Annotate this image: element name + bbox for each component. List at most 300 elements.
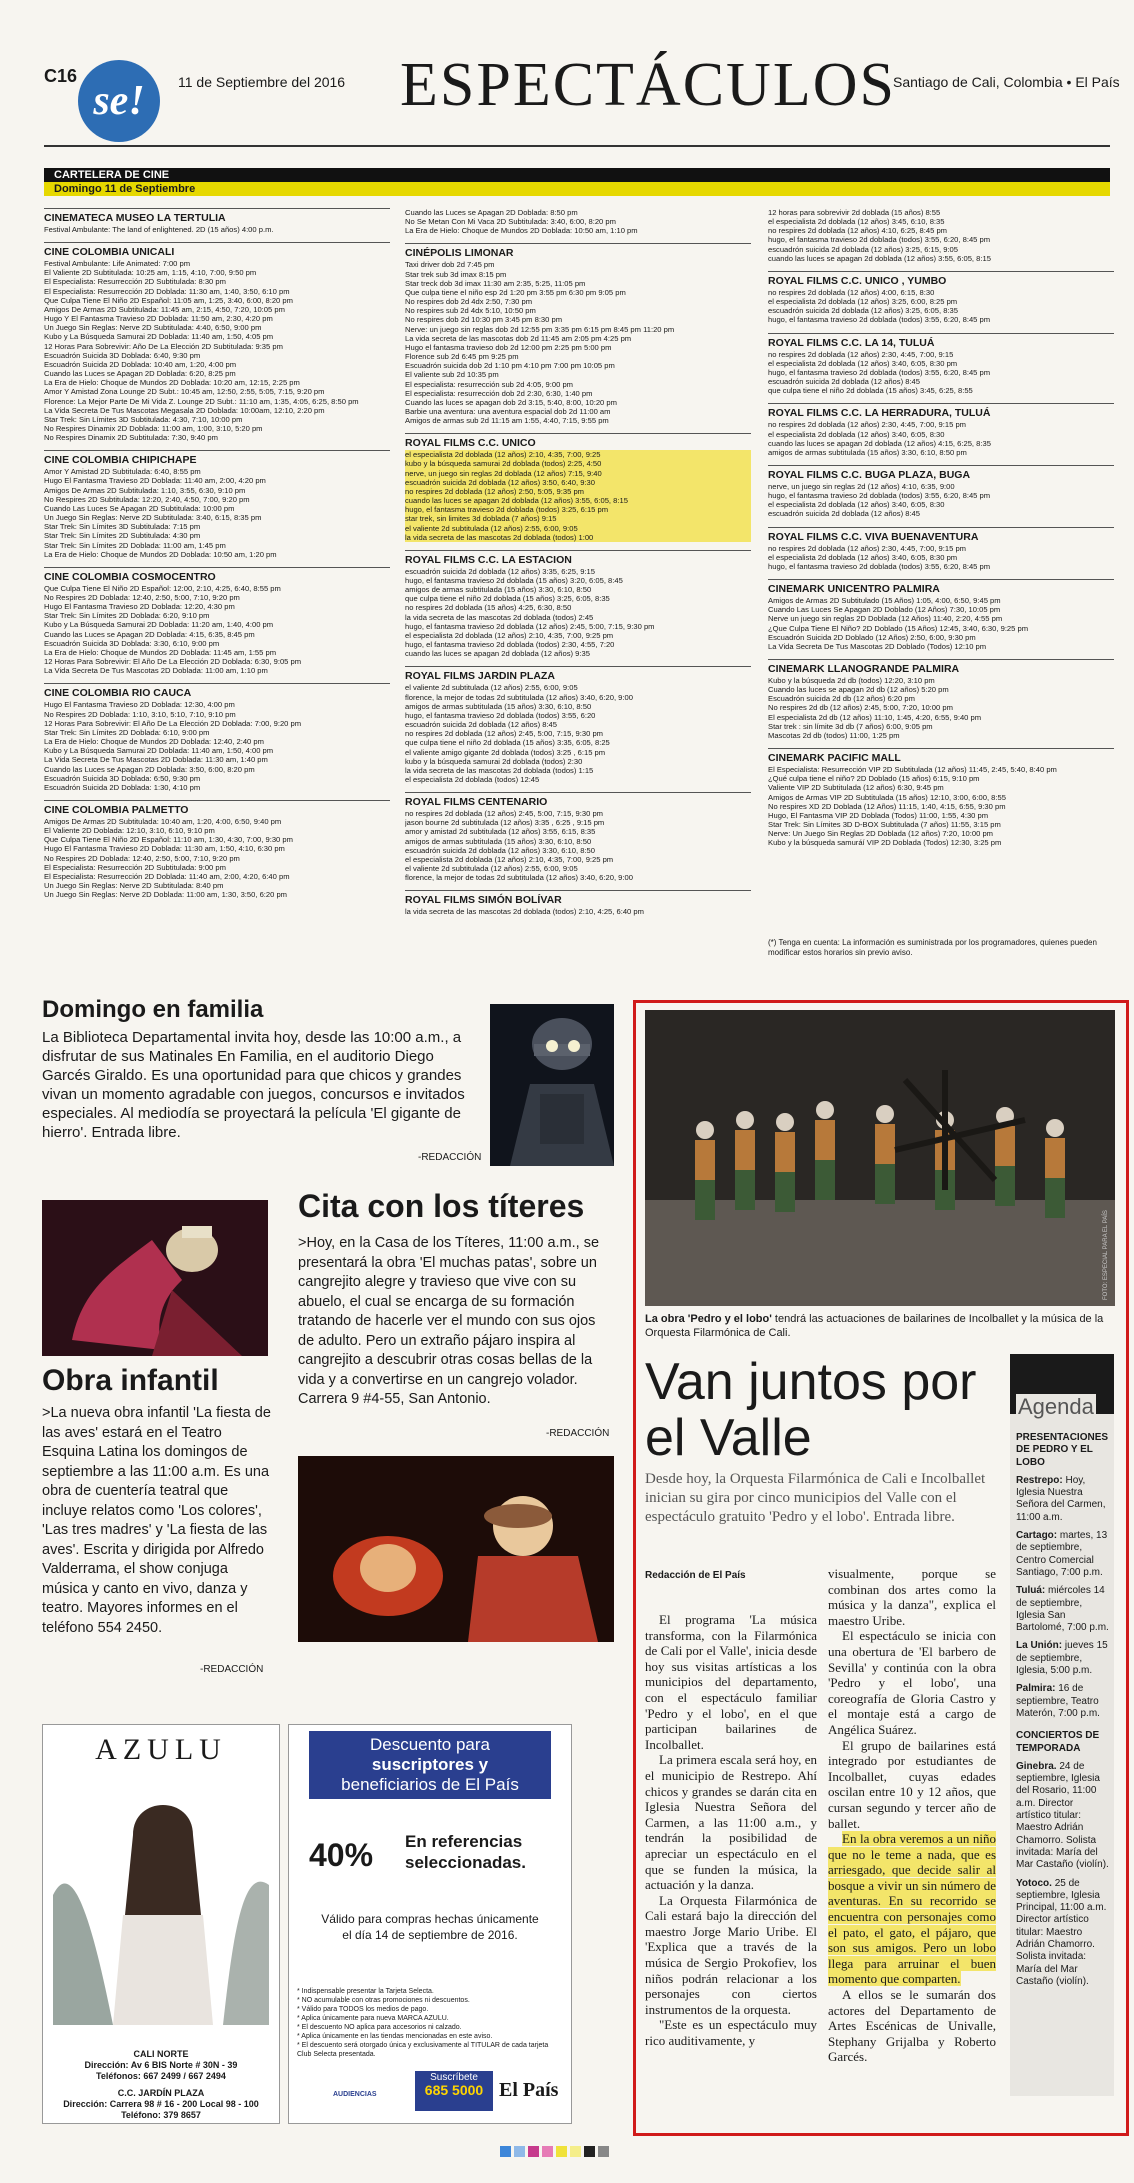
cinema-name: CINEMARK LLANOGRANDE PALMIRA [768, 663, 960, 675]
photo-credit: FOTO: ESPECIAL PARA EL PAÍS [1103, 1210, 1109, 1300]
pedro-y-el-lobo-photo [645, 1010, 1115, 1306]
showtime-line: kubo y la búsqueda samurai 2d doblada (todos) 2:25, 4:50 [405, 459, 751, 468]
showtime-line: No respires 2d db (12 años) 2:45, 5:00, 7:20, 10:00 pm [768, 703, 953, 713]
cinema-name: ROYAL FILMS C.C. BUGA PLAZA, BUGA [768, 468, 971, 481]
cita-title: Cita con los títeres [298, 1188, 585, 1224]
showtime-line: El Especialista: Resurrección 2D Subtitulada: 9:00 pm [44, 862, 226, 872]
showtime-line: no respires 2d doblada (12 años) 2:30, 4:45, 7:00, 9:15 [768, 349, 954, 359]
agenda-item [1016, 1878, 1110, 1989]
cinema-name: ROYAL FILMS C.C. LA 14, TULUÁ [768, 336, 935, 349]
showtime-line: No respires dob 2d 10:30 pm 3:45 pm 8:30 pm [405, 315, 563, 325]
cinema-listing [768, 208, 1114, 263]
showtime-line: La Vida Secreta De Tus Mascotas 2D Doblado (Todos) 12:10 pm [768, 641, 987, 651]
showtime-line: el especialista 2d doblada (12 años) 3:25, 6:00, 8:25 pm [768, 297, 958, 307]
showtime-line: No Respires Dinamix 2D Subtitulada: 7:30, 9:40 pm [44, 433, 218, 443]
showtime-line: Escuadrón Suicida 3D Doblada: 3:30, 6:10, 9:00 pm [44, 638, 220, 648]
showtime-line: Kubo y La Búsqueda Samurai 2D Doblada: 11:40 am, 1:50, 4:00 pm [44, 746, 274, 756]
showtime-line: amigos de armas subtitulada (15 años) 3:30, 6:10, 8:50 pm [768, 447, 967, 457]
showtime-line: cuando las luces se apagan 2d doblada (12 años) 4:15, 6:25, 8:35 [768, 438, 991, 448]
agenda-detail: jueves 15 de septiembre, Iglesia, 5:00 p.m. [1016, 1640, 1108, 1677]
col1-paragraph: La Orquesta Filarmónica de Cali estará bajo la dirección del maestro Jorge Mario Uribe. El 'Explica que a través de la música de Sergio Prokofiev, los niños podrán relacionar a los personajes con ciertos instrumentos de la orquesta. [645, 1892, 817, 2017]
showtime-line: Escuadrón Suicida 2D Doblada: 10:40 am, 1:20, 4:00 pm [44, 359, 237, 369]
agenda-item [1016, 1475, 1110, 1524]
showtime-line: Nerve: Un Juego Sin Reglas 2D Doblada (12 años) 7:20, 10:00 pm [768, 829, 993, 839]
showtime-line: el especialista 2d doblada (12 años) 3:40, 6:05, 8:30 [768, 429, 945, 439]
fine-print-line: * Válido para TODOS los medios de pago. [297, 2006, 429, 2013]
agenda-place: Palmira: [1016, 1683, 1056, 1695]
showtime-line: no respires 2d doblada (15 años) 4:25, 6:30, 8:50 [405, 603, 572, 613]
showtime-line: El Especialista: Resurrección 2D Doblada: 11:30 am, 1:40, 3:50, 6:10 pm [44, 286, 290, 296]
col1-paragraph: El programa 'La música transforma, con la Filarmónica de Cali por el Valle', inicia desde hoy sus visitas artísticas a los municipios del departamento, con el espectáculo familiar 'Pedro y el lobo', en el que participan bailarines de Incolballet. [645, 1612, 817, 1752]
showtime-line: Un Juego Sin Reglas: Nerve 2D Subtitulada: 4:40, 6:50, 9:00 pm [44, 323, 262, 333]
azulu-model-photo [53, 1775, 269, 2025]
cinema-listing [405, 243, 751, 425]
showtime-line: Florence sub 2d 6:45 pm 9:25 pm [405, 352, 519, 362]
cita-credit: -REDACCIÓN [546, 1428, 610, 1439]
obra-infantil-photo [42, 1200, 268, 1356]
cinema-name: CINE COLOMBIA UNICALI [44, 246, 175, 259]
showtime-line: Que Culpa Tiene El Niño 2D Español: 11:10 am, 1:30, 4:30, 7:00, 9:30 pm [44, 835, 293, 845]
showtime-line: El especialista: resurrección sub 2d 4:05, 9:00 pm [405, 379, 573, 389]
showtime-line: nerve, un juego sin reglas 2d doblada (12 años) 7:15, 9:40 [405, 469, 751, 478]
azulu-address1: Dirección: Av 6 BIS Norte # 30N - 39 [84, 2060, 238, 2070]
cinema-name: ROYAL FILMS C.C. LA ESTACION [405, 553, 572, 566]
col2-paragraph-3: El grupo de bailarines está integrado por estudiantes de Incolballet, cuyas edades oscilan entre 10 y 12 años, que cursan segundo y tercer año de ballet. [828, 1737, 996, 1831]
showtime-line: No respires XD 2D Doblada (12 Años) 11:15, 1:40, 4:15, 6:55, 9:30 pm [768, 801, 1006, 811]
showtime-line: Escuadrón Suicida 3D Doblada: 6:40, 9:30 pm [44, 350, 201, 360]
color-registration-marks [500, 2142, 612, 2154]
agenda-place: Restrepo: [1016, 1474, 1063, 1486]
showtime-line: Un Juego Sin Reglas: Nerve 2D Subtitulada: 8:40 pm [44, 881, 224, 891]
feature-title: Van juntos por el Valle [645, 1353, 977, 1467]
showtime-line: Que Culpa Tiene El Niño 2D Español: 12:00, 2:10, 4:25, 6:40, 8:55 pm [44, 583, 281, 593]
cinema-name: ROYAL FILMS C.C. LA HERRADURA, TULUÁ [768, 407, 991, 420]
showtime-line: no respires 2d doblada (12 años) 2:30, 4:45, 7:00, 9:15 pm [768, 543, 966, 553]
cinema-listing [768, 271, 1114, 325]
agenda-title: Agenda [1018, 1394, 1094, 1419]
showtime-line: ¿Qué culpa tiene el niño? 2D Doblado (15 años) 6:15, 9:10 pm [768, 774, 980, 784]
cinema-listing [405, 890, 751, 916]
showtime-line: Que culpa tiene el niño esp 2d 1:20 pm 3:55 pm 6:30 pm 9:05 pm [405, 287, 626, 297]
showtime-line: el especialista 2d doblada (12 años) 3:40, 6:05, 8:30 [768, 500, 945, 510]
showtime-line: El Valiente 2D Doblada: 12:10, 3:10, 6:10, 9:10 pm [44, 826, 215, 836]
agenda-box [1010, 1354, 1114, 2096]
showtime-line: el especialista 2d doblada (12 años) 2:10, 4:35, 7:00, 9:25 [405, 450, 751, 459]
azulu-phone1: Teléfonos: 667 2499 / 667 2494 [96, 2071, 226, 2081]
showtime-line: Nerve un juego sin reglas 2D Doblada (12 Años) 11:40, 2:20, 4:55 pm [768, 614, 1003, 624]
cinema-listing [405, 550, 751, 659]
color-swatch [570, 2146, 581, 2157]
cartelera-note: (*) Tenga en cuenta: La información es suministrada por los programadores, quienes pueden modificar estos horarios sin previo aviso. [768, 938, 1097, 957]
showtime-line: La Era de Hielo: Choque de Mundos 2D Doblada: 12:40, 2:40 pm [44, 737, 264, 747]
showtime-line: nerve, un juego sin reglas 2d (12 años) 4:10, 6:35, 9:00 [768, 481, 955, 491]
showtime-line: el especialista 2d doblada (12 años) 2:10, 4:35, 7:00, 9:25 pm [405, 630, 614, 640]
azulu-store1: CALI NORTE [133, 2049, 189, 2059]
showtime-line: La Vida Secreta De Tus Mascotas 2D Doblada: 11:30 am, 1:40 pm [44, 755, 268, 765]
showtime-line: Barbie una aventura: una aventura espacial dob 2d 11:00 am [405, 406, 611, 416]
showtime-line: Escuadrón Suicida 3D Doblada: 6:50, 9:30 pm [44, 773, 201, 783]
cinema-name: ROYAL FILMS C.C. VIVA BUENAVENTURA [768, 530, 979, 543]
showtime-line: No respires sub 2d 4dx 5:10, 10:50 pm [405, 306, 536, 316]
showtime-line: El Valiente 2D Subtitulada: 10:25 am, 1:15, 4:10, 7:00, 9:50 pm [44, 268, 257, 278]
promo-line3: beneficiarios de El País [341, 1775, 519, 1794]
showtime-line: Escuadrón Suicida 2D Doblado (12 Años) 2:50, 6:00, 9:30 pm [768, 632, 976, 642]
agenda-place: Tuluá: [1016, 1585, 1046, 1597]
showtime-line: Kubo y La Búsqueda Samurai 2D Doblada: 11:20 am, 1:40, 4:00 pm [44, 620, 274, 630]
promo-percent: 40% [309, 1837, 374, 1873]
col2-paragraph-5: A ellos se le sumarán dos actores del Departamento de Artes Escénicas de Univalle, Stephany Grijalba y Roberto Garcés. [828, 1987, 996, 2065]
showtime-line: la vida secreta de las mascotas 2d doblada (todos) 2:45 [405, 612, 594, 622]
showtime-line: No Respires 2D Doblada: 1:10, 3:10, 5:10, 7:10, 9:10 pm [44, 709, 236, 719]
showtime-line: escuadrón suicida 2d doblada (12 años) 3:30, 6:10, 8:50 [405, 845, 595, 855]
agenda-detail: 25 de septiembre, Iglesia Principal, 11:00 a.m. Director artístico titular: Maestro Adrián Chamorro. Solista invitada: María del Mar Castaño (violín). [1016, 1877, 1107, 1987]
feature-column-1 [645, 1612, 817, 2049]
showtime-line: Hugo Y El Fantasma Travieso 2D Doblada: 11:50 am, 2:30, 4:20 pm [44, 314, 273, 324]
fine-print-line: * El descuento será otorgado única y exclusivamente al TITULAR de cada tarjeta Club Selecta presentada. [297, 2042, 549, 2058]
agenda-heading-2: CONCIERTOS DE TEMPORADA [1016, 1730, 1100, 1754]
col2-highlighted-paragraph: En la obra veremos a un niño que no le teme a nada, que es arriesgado, que decide salir al bosque a vivir un sin número de aventuras. En su recorrido se encuentra con personajes como el pato, el gato, el pájaro, que son sus amigos. Pero un lobo llega para arruinar el buen momento que comparten. [828, 1831, 996, 1987]
showtime-line: Escuadrón Suicida 2D Doblada: 1:30, 4:10 pm [44, 782, 201, 792]
showtime-line: escuadrón suicida 2d doblada (12 años) 8:45 [768, 509, 920, 519]
obra-title: Obra infantil [42, 1364, 219, 1397]
showtime-line: Amor Y Amistad Zona Lounge 2D Subt.: 10:45 am, 12:50, 2:55, 5:05, 7:15, 9:20 pm [44, 387, 325, 397]
agenda-place: Ginebra. [1016, 1760, 1057, 1772]
fine-print-line: * Aplica únicamente en las tiendas mencionadas en este aviso. [297, 2033, 493, 2040]
showtime-line: amigos de armas subtitulada (15 años) 3:30, 6:10, 8:50 [405, 836, 592, 846]
domingo-title: Domingo en familia [42, 996, 264, 1023]
showtime-line: hugo, el fantasma travieso 2d doblada (12 años) 2:45, 5:00, 7:15, 9:30 pm [405, 621, 655, 631]
showtime-line: Amigos De Armas 2D Subtitulada: 1:10, 3:55, 6:30, 9:10 pm [44, 485, 246, 495]
cinema-listing [44, 800, 390, 899]
showtime-line: La Era de Hielo: Choque de Mundos 2D Doblada: 10:50 am, 1:20 pm [44, 549, 277, 559]
cinema-listing [405, 208, 751, 235]
color-swatch [514, 2146, 525, 2157]
showtime-line: Nerve: un juego sin reglas dob 2d 12:55 pm 3:35 pm 6:15 pm 8:45 pm 11:20 pm [405, 324, 675, 334]
showtime-line: La Vida Secreta De Tus Mascotas Megasala 2D Doblada: 10:00am, 12:10, 2:20 pm [44, 405, 325, 415]
cinema-listing [768, 659, 1114, 740]
showtime-line: kubo y la búsqueda samurai 2d doblada (todos) 2:30 [405, 756, 583, 766]
azulu-phone2: Teléfono: 379 8657 [121, 2110, 201, 2120]
showtime-line: hugo, el fantasma travieso 2d doblada (todos) 3:55, 6:20, 8:45 pm [768, 561, 991, 571]
showtime-line: escuadrón suicida 2d doblada (12 años) 8:45 [768, 377, 920, 387]
showtime-line: el valiente 2d subtitulada (12 años) 2:55, 6:00, 9:05 [405, 864, 578, 874]
showtime-line: hugo, el fantasma travieso 2d doblada (todos) 3:25, 6:15 pm [405, 505, 751, 514]
showtime-line: Escuadrón suicida 2d db (12 años) 6:20 pm [768, 694, 915, 704]
cinema-listing [768, 748, 1114, 847]
showtime-line: Un Juego Sin Reglas: Nerve 2D Subtitulada: 3:40, 6:15, 8:35 pm [44, 513, 262, 523]
showtime-line: Cuando las Luces se Apagan 2D Doblada: 6:20, 8:25 pm [44, 369, 236, 379]
showtime-line: Festival Ambulante: The land of enlightened. 2D (15 años) 4:00 p.m. [44, 225, 274, 234]
showtime-line: florence, la mejor de todas 2d subtitulada (12 años) 3:40, 6:20, 9:00 [405, 692, 633, 702]
showtime-line: Mascotas 2d db (todos) 11:00, 1:25 pm [768, 730, 900, 740]
showtime-line: Hugo, El Fantasma VIP 2D Doblada (Todos) 11:00, 1:55, 4:30 pm [768, 810, 989, 820]
cinema-listing [44, 208, 390, 234]
showtime-line: cuando las luces se apagan 2d doblada (12 años) 9:35 [405, 649, 590, 659]
caption-bold: La obra 'Pedro y el lobo' [645, 1313, 772, 1325]
obra-body: >La nueva obra infantil 'La fiesta de las aves' estará en el Teatro Esquina Latina los domingos de septiembre a las 11:00 a.m. Es una obra de cuentería teatral que incluye relatos como 'Los colores', 'Las tres madres' y 'La fiesta de las aves'. Escrita y dirigida por Alfredo Valderrama, el show conjuga música y canto en vivo, danza y teatro. Mayores informes en el teléfono 554 2450. [42, 1405, 271, 1636]
showtime-line: Star Trek: Sin Límites 3D Subtitulada: 4:30, 7:10, 10:00 pm [44, 414, 243, 424]
showtime-line: que culpa tiene el niño 2d doblada (15 años) 3:35, 6:05, 8:25 [405, 738, 610, 748]
azulu-brand: AZULU [95, 1733, 227, 1766]
cita-address: Carrera 9 #4-55, San Antonio. [298, 1391, 491, 1407]
showtime-line: escuadrón suicida 2d doblada (12 años) 3:35, 6:25, 9:15 [405, 566, 595, 576]
section-title: ESPECTÁCULOS [400, 51, 896, 119]
col1-paragraph: "Este es un espectáculo muy rico auditivamente, y [645, 2017, 817, 2049]
cinema-listing [768, 579, 1114, 651]
cinema-name: CINEMARK PACIFIC MALL [768, 752, 901, 765]
cinema-name: ROYAL FILMS SIMÓN BOLÍVAR [405, 894, 562, 907]
showtime-line: Amigos de Armas 2D Subtitulado (15 Años) 1:05, 4:00, 6:50, 9:45 pm [768, 596, 1001, 606]
cinema-name: ROYAL FILMS JARDIN PLAZA [405, 670, 555, 683]
agenda-item [1016, 1683, 1110, 1720]
fine-print-line: * Indispensable presentar la Tarjeta Selecta. [297, 1988, 434, 1995]
showtime-line: No Respires 2D Doblada: 12:40, 2:50, 5:00, 7:10, 9:20 pm [44, 853, 240, 863]
showtime-line: escuadrón suicida 2d doblada (12 años) 3:50, 6:40, 9:30 [405, 478, 751, 487]
showtime-line: No Respires 2D Subtitulada: 12:20, 2:40, 4:50, 7:00, 9:20 pm [44, 494, 250, 504]
showtime-line: La Vida Secreta De Tus Mascotas 2D Doblada: 11:00 am, 1:10 pm [44, 666, 268, 676]
showtime-line: Hugo El Fantasma Travieso 2D Doblada: 11:30 am, 1:50, 4:10, 6:30 pm [44, 844, 285, 854]
cartelera-column-3 [768, 208, 1114, 856]
section-logo: se! [78, 60, 160, 142]
cartelera-column-2 [405, 208, 751, 925]
showtime-line: Kubo y La Búsqueda Samurai 2D Doblada: 11:40 am, 1:50, 4:05 pm [44, 332, 274, 342]
showtime-line: Florence: La Mejor Parte De Mi Vida Z. Lounge 2D Subt.: 11:10 am, 1:35, 4:05, 6:25, 8:50 pm [44, 396, 359, 406]
color-swatch [556, 2146, 567, 2157]
showtime-line: que culpa tiene el niño 2d doblada (15 años) 3:25, 6:05, 8:35 [405, 594, 610, 604]
caption-text: tendrá las actuaciones de bailarines de Incolballet y la música de la Orquesta Filarmónica de Cali. [645, 1313, 1104, 1339]
showtime-line: El Especialista: Resurrección 2D Doblada: 11:40 am, 2:00, 4:20, 6:40 pm [44, 871, 290, 881]
promo-valid: Válido para compras hechas únicamente el día 14 de septiembre de 2016. [321, 1912, 539, 1942]
titeres-photo [298, 1456, 614, 1642]
newspaper-place: Santiago de Cali, Colombia • El País [893, 74, 1120, 90]
showtime-line: jason bourne 2d subtitulada (12 años) 3:35 , 6:25 , 9:15 pm [405, 818, 605, 828]
page-number: C16 [44, 66, 78, 86]
agenda-item [1016, 1761, 1110, 1872]
showtime-line: escuadrón suicida 2d doblada (12 años) 8:45 [405, 720, 557, 730]
showtime-line: no respires 2d doblada (12 años) 4:10, 6:25, 8:45 pm [768, 226, 947, 236]
feature-column-2 [828, 1566, 996, 2065]
showtime-line: La Era de Hielo: Choque de Mundos 2D Doblada: 10:20 am, 12:15, 2:25 pm [44, 378, 300, 388]
showtime-line: La vida secreta de las mascotas dob 2d 11:45 am 2:05 pm 4:25 pm [405, 333, 632, 343]
showtime-line: amigos de armas subtitulada (15 años) 3:30, 6:10, 8:50 [405, 585, 592, 595]
col1-paragraph: La primera escala será hoy, en el municipio de Restrepo. Ahí chicos y grandes se darán cita en Iglesia Nuestra Señora del Carmen, a las 11:00 a.m., y tendrán la posibilidad de apreciar un espectáculo en el que se funden la música, la actuación y la danza. [645, 1752, 817, 1893]
showtime-line: escuadrón suicida 2d doblada (12 años) 3:25, 6:05, 8:35 [768, 306, 958, 316]
showtime-line: star trek, sin limites 3d doblada (7 años) 9:15 [405, 514, 751, 523]
showtime-line: Star Trek: Sin Límites 2D Doblada: 11:00 am, 1:45 pm [44, 540, 226, 550]
showtime-line: el especialista 2d doblada (todos) 12:45 [405, 774, 540, 784]
showtime-line: no respires 2d doblada (12 años) 4:00, 6:15, 8:30 [768, 287, 935, 297]
showtime-line: ¿Que Culpa Tiene El Niño? 2D Doblado (15 Años) 12:45, 3:40, 6:30, 9:25 pm [768, 623, 1029, 633]
cinema-name: CINÉPOLIS LIMONAR [405, 247, 514, 260]
promo-ad [288, 1724, 572, 2124]
showtime-line: El Especialista: Resurrección VIP 2D Subtitulada (12 años) 11:45, 2:45, 5:40, 8:40 pm [768, 765, 1057, 775]
showtime-line: Amigos De Armas 2D Subtitulada: 10:40 am, 1:20, 4:00, 6:50, 9:40 pm [44, 816, 282, 826]
agenda-place: Cartago: [1016, 1530, 1058, 1542]
cinema-listing [768, 333, 1114, 396]
agenda-detail: martes, 13 de septiembre, Centro Comercial Santiago, 7:00 p.m. [1016, 1530, 1108, 1578]
header-rule [44, 145, 1110, 147]
showtime-line: el especialista 2d doblada (12 años) 3:45, 6:10, 8:35 [768, 217, 945, 227]
showtime-line: 12 Horas Para Sobrevivir: El Año De La Elección 2D Doblada: 7:00, 9:20 pm [44, 718, 302, 728]
showtime-line: Star Trek: Sin Límites 2D Subtitulada: 4:30 pm [44, 531, 201, 541]
showtime-line: Amigos De Armas 2D Subtitulada: 11:45 am, 2:15, 4:50, 7:20, 10:05 pm [44, 304, 285, 314]
color-swatch [584, 2146, 595, 2157]
cartelera-day: Domingo 11 de Septiembre [44, 182, 1110, 196]
cinema-listing [405, 792, 751, 882]
showtime-line: el especialista 2d doblada (12 años) 3:40, 6:05, 8:30 pm [768, 358, 958, 368]
showtime-line: Cuando las Luces se Apagan 2D Doblada: 4:15, 6:35, 8:45 pm [44, 629, 255, 639]
showtime-line: Cuando Las Luces Se Apagan 2D Subtitulada: 10:00 pm [44, 503, 235, 513]
iron-giant-photo [490, 1004, 614, 1166]
showtime-line: Star treck dob 3d imax 11:30 am 2:35, 5:25, 11:05 pm [405, 278, 586, 288]
showtime-line: amigos de armas subtitulada (15 años) 3:30, 6:10, 8:50 [405, 701, 592, 711]
azulu-store2: C.C. JARDÍN PLAZA [117, 2088, 205, 2098]
showtime-line: No Se Metan Con Mi Vaca 2D Subtitulada: 3:40, 6:00, 8:20 pm [405, 217, 616, 227]
showtime-line: Cuando las luces se apagan dob 2d 3:15, 5:40, 8:00, 10:20 pm [405, 397, 617, 407]
showtime-line: Star trek : sin límite 3d db (7 años) 6:00, 9:05 pm [768, 721, 933, 731]
showtime-line: que culpa tiene el niño 2d doblada (15 años) 3:45, 6:25, 8:55 [768, 386, 973, 396]
showtime-line: Cuando las luces se apagan 2d db (12 años) 5:20 pm [768, 685, 949, 695]
showtime-line: el valiente 2d subtitulada (12 años) 2:55, 6:00, 9:05 [405, 524, 751, 533]
showtime-line: Amor Y Amistad 2D Subtitulada: 6:40, 8:55 pm [44, 467, 201, 477]
audiencias-logo: AUDIENCIAS [333, 2091, 377, 2098]
suscribete-label: Suscríbete [430, 2072, 478, 2083]
showtime-line: Star Trek: Sin Límites 3D D-BOX Subtitulada (7 años) 11:55, 3:15 pm [768, 820, 1001, 830]
cinema-name: ROYAL FILMS C.C. UNICO , YUMBO [768, 274, 947, 287]
cinema-name: CINE COLOMBIA CHIPICHAPE [44, 454, 197, 467]
showtime-line: no respires 2d doblada (12 años) 2:45, 5:00, 7:15, 9:30 pm [405, 729, 603, 739]
showtime-line: Hugo El Fantasma Travieso 2D Doblada: 12:30, 4:00 pm [44, 700, 235, 710]
showtime-line: El valiente sub 2d 10:35 pm [405, 370, 499, 380]
cinema-listing [44, 242, 390, 442]
showtime-line: amor y amistad 2d subtitulada (12 años) 3:55, 6:15, 8:35 [405, 827, 596, 837]
showtime-line: hugo, el fantasma travieso 2d doblada (todos) 3:55, 6:20, 8:45 pm [768, 367, 991, 377]
azulu-ad [42, 1724, 280, 2124]
color-swatch [500, 2146, 511, 2157]
showtime-line: Star trek sub 3d imax 8:15 pm [405, 269, 507, 279]
cinema-name: CINE COLOMBIA PALMETTO [44, 803, 189, 816]
showtime-line: El especialista 2d db (12 años) 11:10, 1:45, 4:20, 6:55, 9:40 pm [768, 712, 982, 722]
showtime-line: La Era de Hielo: Choque de Mundos 2D Doblada: 10:50 am, 1:10 pm [405, 226, 638, 236]
col2-paragraph-2: El espectáculo se inicia con una obertura de 'El barbero de Sevilla' y continúa con la obra 'Pedro y el lobo', una coreografía de Gloria Castro y el montaje está a cargo de Angélica Suárez. [828, 1628, 996, 1737]
cinema-listing [768, 403, 1114, 457]
showtime-line: Hugo El Fantasma Travieso 2D Doblada: 12:20, 4:30 pm [44, 602, 235, 612]
showtime-line: hugo, el fantasma travieso 2d doblada (todos) 3:55, 6:20, 8:45 pm [768, 315, 991, 325]
showtime-line: Que Culpa Tiene El Niño 2D Español: 11:05 am, 1:25, 3:40, 6:00, 8:20 pm [44, 295, 293, 305]
agenda-heading-1: PRESENTACIONES DE PEDRO Y EL LOBO [1016, 1432, 1109, 1468]
feature-deck: Desde hoy, la Orquesta Filarmónica de Cali e Incolballet inician su gira por cinco municipios del Valle con el espectáculo gratuito 'Pedro y el lobo'. Entrada libre. [645, 1471, 986, 1525]
el-pais-logo: El País [499, 2079, 559, 2101]
col2-paragraph-1: visualmente, porque se combinan dos artes como la música y la danza", explica el maestro Uribe. [828, 1566, 996, 1628]
showtime-line: hugo, el fantasma travieso 2d doblada (todos) 3:55, 6:20 [405, 710, 596, 720]
showtime-line: No Respires Dinamix 2D Doblada: 11:00 am, 1:00, 3:10, 5:20 pm [44, 423, 263, 433]
showtime-line: el especialista 2d doblada (12 años) 2:10, 4:35, 7:00, 9:25 pm [405, 854, 614, 864]
showtime-line: la vida secreta de las mascotas 2d doblada (todos) 1:00 [405, 533, 751, 542]
showtime-line: el valiente 2d subtitulada (12 años) 2:55, 6:00, 9:05 [405, 683, 578, 693]
showtime-line: 12 Horas Para Sobrevivir: Año De La Elección 2D Subtitulada: 9:35 pm [44, 341, 283, 351]
agenda-item [1016, 1530, 1110, 1579]
color-swatch [542, 2146, 553, 2157]
showtime-line: Taxi driver dob 2d 7:45 pm [405, 260, 495, 270]
suscribete-phone: 685 5000 [424, 2082, 484, 2098]
showtime-line: Escuadrón suicida dob 2d 1:10 pm 4:10 pm 7:00 pm 10:05 pm [405, 361, 615, 371]
azulu-address2: Dirección: Carrera 98 # 16 - 200 Local 98 - 100 [63, 2099, 259, 2109]
showtime-line: Amigos de armas sub 2d 11:15 am 1:55, 4:40, 7:15, 9:55 pm [405, 416, 609, 426]
cinema-name: ROYAL FILMS C.C. UNICO [405, 437, 536, 450]
showtime-line: La Era de Hielo: Choque de Mundos 2D Doblada: 11:45 am, 1:55 pm [44, 647, 277, 657]
showtime-line: Amigos de Armas VIP 2D Subtitulada (15 años) 12:10, 3:00, 6:00, 8:55 [768, 792, 1006, 802]
showtime-line: Kubo y la búsqueda 2d db (todos) 12:20, 3:10 pm [768, 676, 935, 685]
cinema-name: CINE COLOMBIA COSMOCENTRO [44, 570, 216, 583]
showtime-line: la vida secreta de las mascotas 2d doblada (todos) 2:10, 4:25, 6:40 pm [405, 907, 644, 917]
color-swatch [598, 2146, 609, 2157]
feature-caption [645, 1312, 1115, 1340]
cinema-name: ROYAL FILMS CENTENARIO [405, 796, 548, 809]
showtime-line: Hugo El Fantasma Travieso 2D Doblada: 11:40 am, 2:00, 4:20 pm [44, 476, 266, 486]
showtime-line: escuadrón suicida 2d doblada (12 años) 3:25, 6:15, 9:05 [768, 244, 958, 254]
agenda-place: Yotoco. [1016, 1877, 1052, 1889]
cita-text: >Hoy, en la Casa de los Títeres, 11:00 a.m., se presentará la obra 'El muchas patas', sobre un cangrejito alegre y travieso que vive con su abuelo, el cual se encarga de su formación tratando de hacerle ver el mundo con sus ojos de adulto. Pero un extraño pájaro inspira al cangrejito a descubrir otras cosas bellas de la vida y a convertirse en un cangrejo volador. [298, 1235, 600, 1388]
cita-body [298, 1234, 614, 1410]
feature-byline: Redacción de El País [645, 1570, 746, 1581]
cinema-listing [405, 666, 751, 784]
agenda-detail: 16 de septiembre, Teatro Materón, 7:00 p.m. [1016, 1683, 1100, 1719]
cinema-listing [44, 683, 390, 792]
showtime-line: florence, la mejor de todas 2d subtitulada (12 años) 3:40, 6:20, 9:00 [405, 873, 633, 883]
cartelera-label: CARTELERA DE CINE [44, 168, 1110, 182]
promo-refs: En referencias seleccionadas. [405, 1832, 526, 1872]
cinema-listing [405, 433, 751, 542]
showtime-line: no respires 2d doblada (12 años) 2:45, 5:00, 7:15, 9:30 pm [405, 809, 603, 819]
showtime-line: Star Trek: Sin Límites 2D Doblada: 6:20, 9:10 pm [44, 611, 210, 621]
showtime-line: el especialista 2d doblada (12 años) 3:40, 6:05, 8:30 pm [768, 552, 958, 562]
showtime-line: Cuando Las Luces Se Apagan 2D Doblado (12 Años) 7:30, 10:05 pm [768, 605, 1001, 615]
showtime-line: Valiente VIP 2D Subtitulada (12 años) 6:30, 9:45 pm [768, 783, 944, 793]
showtime-line: El Especialista: Resurrección 2D Subtitulada: 8:30 pm [44, 277, 226, 287]
showtime-line: la vida secreta de las mascotas 2d doblada (todos) 1:15 [405, 765, 594, 775]
showtime-line: el valiente amigo gigante 2d doblada (todos) 3:25 , 6:15 pm [405, 747, 606, 757]
fine-print-line: * El descuento NO aplica para accesorios ni calzado. [297, 2024, 462, 2031]
cinema-name: CINEMARK UNICENTRO PALMIRA [768, 583, 940, 596]
cinema-name: CINE COLOMBIA RIO CAUCA [44, 687, 192, 700]
showtime-line: Hugo el fantasma travieso dob 2d 12:00 pm 2:25 pm 5:00 pm [405, 342, 612, 352]
fine-print-line: * NO acumulable con otras promociones ni descuentos. [297, 1997, 470, 2004]
showtime-line: no respires 2d doblada (12 años) 2:50, 5:05, 9:35 pm [405, 487, 751, 496]
showtime-line: no respires 2d doblada (12 años) 2:30, 4:45, 7:00, 9:15 pm [768, 420, 966, 430]
cinema-listing [44, 567, 390, 676]
promo-fine-print [297, 1987, 563, 2059]
cinema-name: CINEMATECA MUSEO LA TERTULIA [44, 212, 226, 224]
showtime-line: Star Trek: Sin Límites 3D Subtitulada: 7:15 pm [44, 522, 201, 532]
showtime-line: 12 horas para sobrevivir 2d doblada (15 años) 8:55 [768, 208, 941, 217]
showtime-line: hugo, el fantasma travieso 2d doblada (todos) 3:55, 6:20, 8:45 pm [768, 491, 991, 501]
obra-credit: -REDACCIÓN [200, 1664, 264, 1675]
promo-line2: suscriptores y [371, 1755, 489, 1774]
showtime-line: Un Juego Sin Reglas: Nerve 2D Doblada: 11:00 am, 1:30, 3:50, 6:20 pm [44, 890, 288, 900]
showtime-line: cuando las luces se apagan 2d doblada (12 años) 3:55, 6:05, 8:15 [768, 253, 991, 263]
showtime-line: Star Trek: Sin Límites 2D Doblada: 6:10, 9:00 pm [44, 727, 210, 737]
cinema-listing [768, 527, 1114, 571]
cinema-listing [768, 465, 1114, 519]
showtime-line: 12 Horas Para Sobrevivir: El Año De La Elección 2D Doblada: 6:30, 9:05 pm [44, 657, 302, 667]
showtime-line: El especialista: resurrección dob 2d 2:30, 6:30, 1:40 pm [405, 388, 593, 398]
showtime-line: hugo, el fantasma travieso 2d doblada (todos) 3:55, 6:20, 8:45 pm [768, 235, 991, 245]
showtime-line: No respires dob 2d 4dx 2:50, 7:30 pm [405, 297, 533, 307]
agenda-detail: miércoles 14 de septiembre, Iglesia San Bartolomé, 7:00 p.m. [1016, 1585, 1109, 1634]
issue-date: 11 de Septiembre del 2016 [178, 74, 346, 90]
promo-line1: Descuento para [369, 1735, 491, 1754]
agenda-place: La Unión: [1016, 1640, 1063, 1652]
